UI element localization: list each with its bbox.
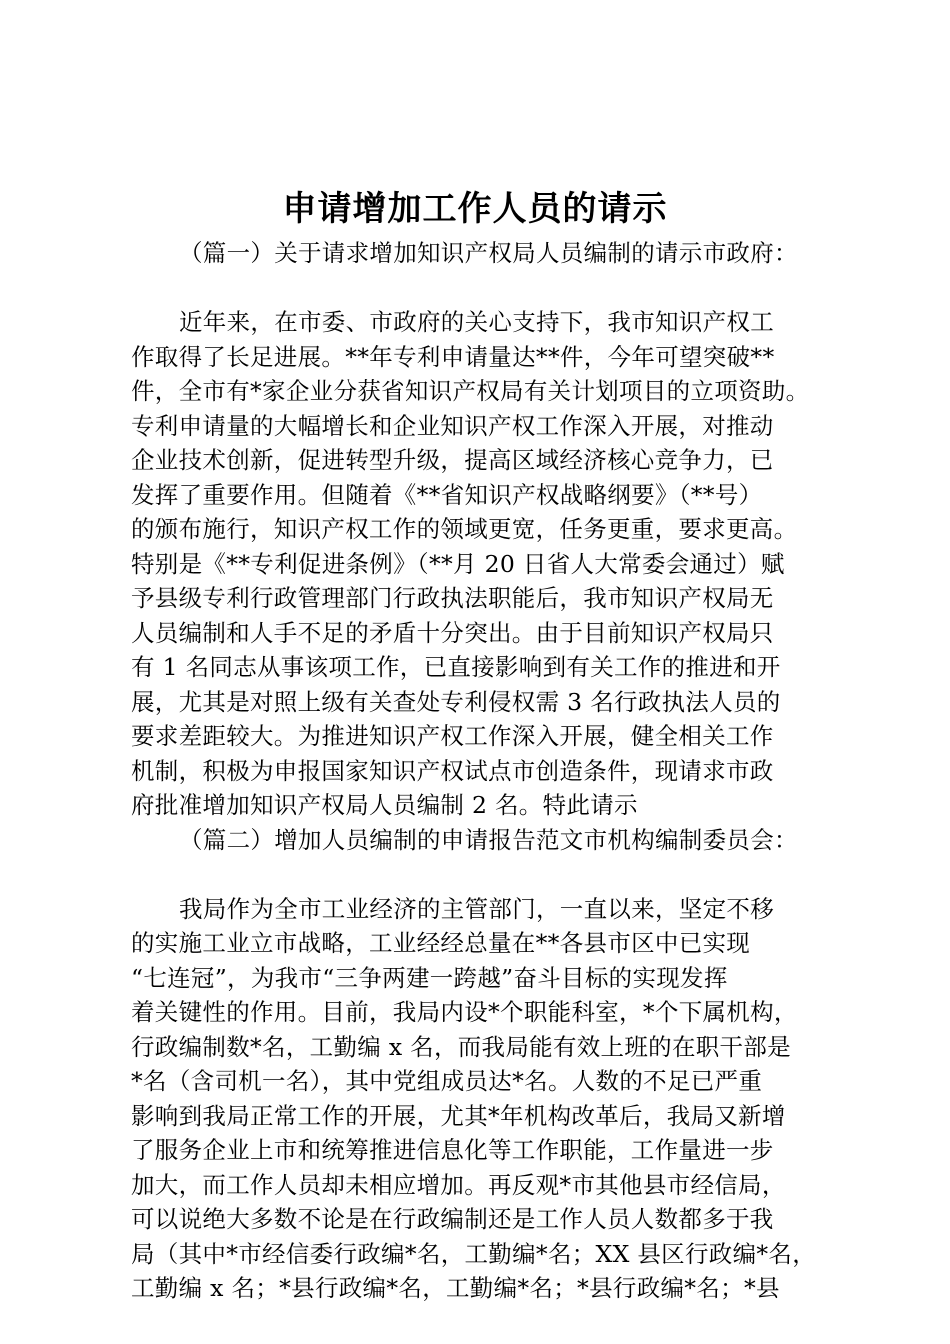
document-title: 申请增加工作人员的请示 <box>282 189 668 229</box>
paragraph-line: 机制，积极为申报国家知识产权试点市创造条件，现请求市政 <box>131 756 774 785</box>
paragraph-line: 发挥了重要作用。但随着《**省知识产权战略纲要》（**号） <box>131 480 763 509</box>
paragraph-line: 加大，而工作人员却未相应增加。再反观*市其他县市经信局， <box>131 1170 786 1199</box>
paragraph-line: 行政编制数*名，工勤编 x 名，而我局能有效上班的在职干部是 <box>131 1032 791 1061</box>
paragraph-line: 局（其中*市经信委行政编*名，工勤编*名；XX 县区行政编*名， <box>131 1239 817 1268</box>
paragraph-line: 企业技术创新，促进转型升级，提高区域经济核心竞争力，已 <box>131 446 774 474</box>
paragraph-line: 作取得了长足进展。**年专利申请量达**件，今年可望突破** <box>131 342 775 371</box>
paragraph-line: 特别是《**专利促进条例》（**月 20 日省人大常委会通过）赋 <box>131 549 785 578</box>
paragraph-line: 可以说绝大多数不论是在行政编制还是工作人员人数都多于我 <box>131 1205 774 1233</box>
paragraph-line: 工勤编 x 名；*县行政编*名，工勤编*名；*县行政编*名；*县 <box>131 1274 780 1302</box>
paragraph-line: 有 1 名同志从事该项工作，已直接影响到有关工作的推进和开 <box>131 653 781 681</box>
paragraph-line: 影响到我局正常工作的开展，尤其*年机构改革后，我局又新增 <box>131 1101 786 1130</box>
section-heading-2: （篇二）增加人员编制的申请报告范文市机构编制委员会： <box>179 825 798 854</box>
blank-line <box>131 271 831 306</box>
paragraph-line: *名（含司机一名），其中党组成员达*名。人数的不足已严重 <box>131 1067 763 1095</box>
paragraph-line: 着关键性的作用。目前，我局内设*个职能科室，*个下属机构， <box>131 998 798 1026</box>
paragraph-line: 我局作为全市工业经济的主管部门，一直以来，坚定不移 <box>179 894 774 923</box>
paragraph-line: 人员编制和人手不足的矛盾十分突出。由于目前知识产权局只 <box>131 618 774 647</box>
paragraph-line: 专利申请量的大幅增长和企业知识产权工作深入开展，对推动 <box>131 411 774 440</box>
paragraph-line: 予县级专利行政管理部门行政执法职能后，我市知识产权局无 <box>131 584 774 612</box>
blank-line <box>131 857 831 892</box>
document-body <box>131 236 831 1306</box>
paragraph-line: 府批准增加知识产权局人员编制 2 名。特此请示 <box>131 791 638 819</box>
paragraph-line: 要求差距较大。为推进知识产权工作深入开展，健全相关工作 <box>131 722 774 750</box>
paragraph-line: 的颁布施行，知识产权工作的领域更宽，任务更重，要求更高。 <box>131 515 798 543</box>
paragraph-line: “七连冠”，为我市“三争两建一跨越”奋斗目标的实现发挥 <box>131 963 728 992</box>
section-heading-1: （篇一）关于请求增加知识产权局人员编制的请示市政府： <box>179 239 798 267</box>
paragraph-line: 的实施工业立市战略，工业经经总量在**各县市区中已实现 <box>131 929 751 957</box>
paragraph-line: 近年来，在市委、市政府的关心支持下，我市知识产权工 <box>179 308 774 336</box>
paragraph-line: 展，尤其是对照上级有关查处专利侵权需 3 名行政执法人员的 <box>131 687 781 716</box>
paragraph-line: 件，全市有*家企业分获省知识产权局有关计划项目的立项资助。 <box>131 377 810 405</box>
paragraph-line: 了服务企业上市和统筹推进信息化等工作职能，工作量进一步 <box>131 1136 774 1164</box>
